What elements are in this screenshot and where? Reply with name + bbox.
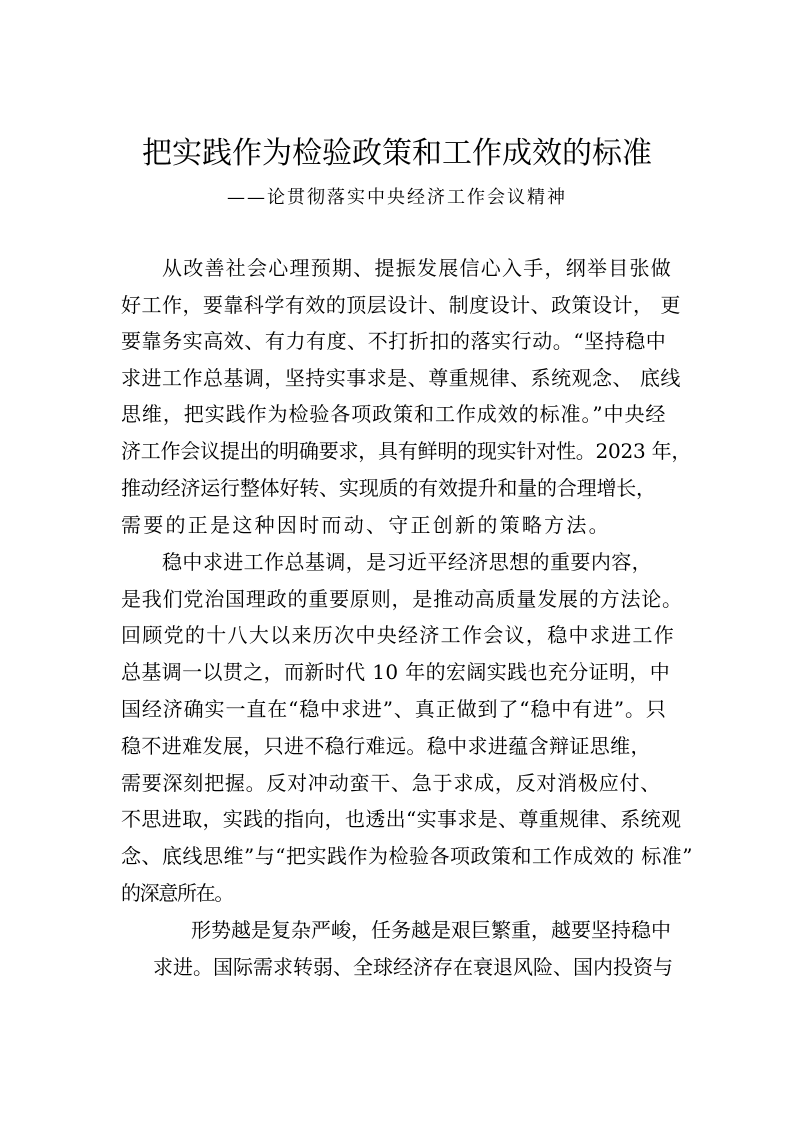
body-line: 回顾党的十八大以来历次中央经济工作会议，稳中求进工作 xyxy=(121,623,676,647)
body-line: 需要的正是这种因时而动、守正创新的策略方法。 xyxy=(121,513,611,537)
body-line: 求进。国际需求转弱、全球经济存在衰退风险、国内投资与 xyxy=(153,955,673,979)
body-line: 总基调一以贯之，而新时代 10 年的宏阔实践也充分证明，中 xyxy=(121,660,671,684)
body-line: 好工作，要靠科学有效的顶层设计、制度设计、政策设计， 更 xyxy=(121,293,681,317)
body-line: 从改善社会心理预期、提振发展信心入手，纲举目张做 xyxy=(162,256,672,280)
document-subtitle: ——论贯彻落实中央经济工作会议精神 xyxy=(227,187,567,208)
body-line: 不思进取，实践的指向，也透出“实事求是、尊重规律、系统观 xyxy=(121,807,682,831)
body-line: 需要深刻把握。反对冲动蛮干、急于求成，反对消极应付、 xyxy=(121,771,662,795)
body-line: 推动经济运行整体好转、实现质的有效提升和量的合理增长， xyxy=(121,476,656,500)
body-line: 稳中求进工作总基调，是习近平经济思想的重要内容， xyxy=(162,550,653,574)
body-line: 是我们党治国理政的重要原则，是推动高质量发展的方法论。 xyxy=(121,587,683,611)
body-line: 国经济确实一直在“稳中求进”、真正做到了“稳中有进”。只 xyxy=(121,697,667,721)
body-line: 思维，把实践作为检验各项政策和工作成效的标准。”中央经 xyxy=(121,402,667,426)
body-line: 稳不进难发展，只进不稳行难远。稳中求进蕴含辩证思维， xyxy=(121,734,651,758)
body-line: 的深意所在。 xyxy=(121,881,234,905)
body-line: 求进工作总基调，坚持实事求是、尊重规律、系统观念、 底线 xyxy=(121,366,681,390)
body-line: 形势越是复杂严峻，任务越是艰巨繁重，越要坚持稳中 xyxy=(191,918,671,942)
body-line: 济工作会议提出的明确要求，具有鲜明的现实针对性。2023 年， xyxy=(121,439,692,463)
body-line: 要靠务实高效、有力有度、不打折扣的落实行动。“坚持稳中 xyxy=(121,329,667,353)
body-line: 念、底线思维”与“把实践作为检验各项政策和工作成效的 标准” xyxy=(121,844,694,868)
document-title: 把实践作为检验政策和工作成效的标准 xyxy=(142,136,652,171)
